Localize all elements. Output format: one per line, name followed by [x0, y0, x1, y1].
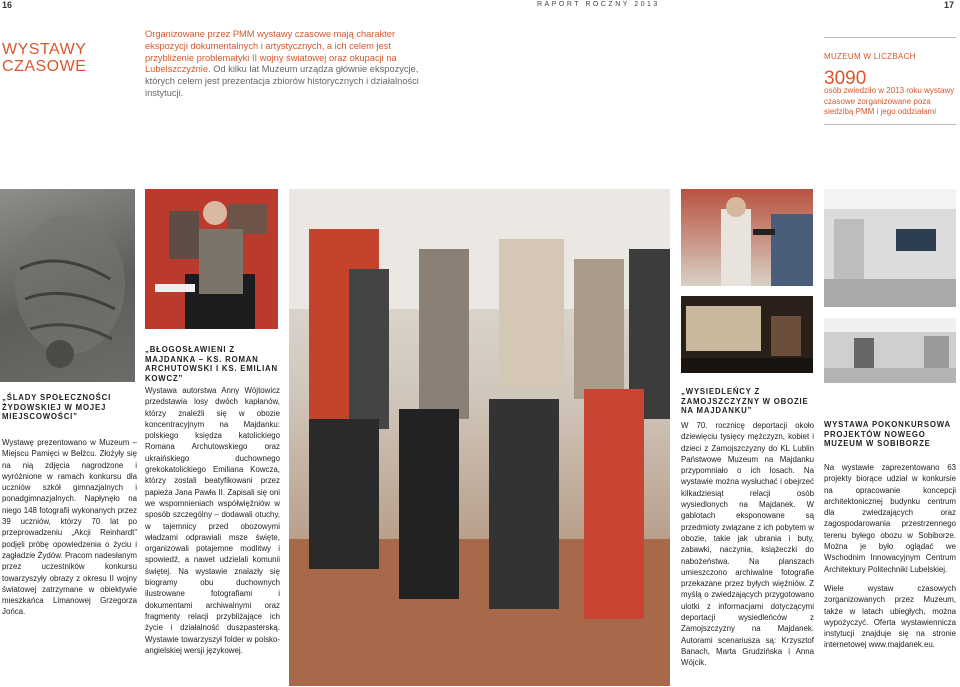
photo-gallery-interior-2: [824, 318, 956, 383]
intro-lead: Organizowane przez PMM wystawy czasowe mają charakter ekspozycji dokumentalnych i artystycznych, a ich celem jest przybliżenie problematyki II wojny światowej oraz okupacji na Lubelszczyźnie.: [145, 29, 397, 75]
gallery-scene-2: [824, 318, 956, 383]
wysiedlency-body: [681, 420, 814, 673]
pokonkursowa-title: WYSTAWA POKONKURSOWA PROJEKTÓW NOWEGO MUZEUM W SOBIBORZE: [824, 420, 951, 448]
stats-heading: MUZEUM W LICZBACH: [824, 52, 916, 61]
photo-gallery-interior-1: [824, 189, 956, 307]
speaker-scene: [145, 189, 278, 329]
photo-speaker-at-lectern: [145, 189, 278, 329]
blogoslawieni-body: [145, 385, 280, 660]
wysiedlency-title: „WYSIEDLEŃCY Z ZAMOJSZCZYZNY W OBOZIE NA MAJDANKU”: [681, 387, 809, 415]
exhibition-scene: [289, 189, 670, 686]
stats-number: 3090: [824, 68, 867, 89]
carved-stone-texture: [0, 189, 135, 382]
pokonkursowa-body: [824, 462, 956, 655]
projection-scene: [681, 296, 813, 373]
page-number-left: 16: [2, 0, 13, 10]
press-scene: [681, 189, 813, 286]
photo-exhibition-visitors: [289, 189, 670, 686]
blogoslawieni-title: „BŁOGOSŁAWIENI Z MAJDANKA – KS. ROMAN ARCHUTOWSKI I KS. EMILIAN KOWCZ”: [145, 345, 278, 383]
stats-text: osób zwiedziło w 2013 roku wystawy czasowe zorganizowane poza siedzibą PMM i jego oddziałami: [824, 86, 955, 116]
slady-title: „ŚLADY SPOŁECZNOŚCI ŻYDOWSKIEJ W MOJEJ MIEJSCOWOŚCI”: [2, 393, 112, 421]
slady-paragraph: Wystawę prezentowano w Muzeum – Miejscu Pamięci w Bełżcu. Złożyły się na nią zdjęcia nagrodzone i wyróżnione w ramach konkursu dla uczniów szkół gimnazjalnych i ponadgimnazjalnych. Napłynęło na niego 148 fotografii wykonanych przez 39 uczniów, którzy 70 lat po przeprowadzeniu „Akcji Reinhardt” podjęli próbę opowiedzenia o życiu i zagładzie Żydów. Pracom nadesłanym przez uczestników konkursu towarzyszyły obrazy z okresu II wojny światowej zatrzymane w obiektywie mieszkańca Limanowej Grzegorza Jońca.: [2, 438, 137, 617]
stats-bottom-rule: [824, 124, 956, 125]
slady-body: [2, 437, 137, 622]
gallery-scene-1: [824, 189, 956, 307]
section-title-line1: WYSTAWY: [2, 41, 87, 58]
report-title: RAPORT ROCZNY 2013: [537, 1, 660, 8]
stats-top-rule: [824, 37, 956, 38]
photo-press-interview: [681, 189, 813, 286]
section-title-line2: CZASOWE: [2, 58, 87, 75]
pokonkursowa-paragraph-2: Wiele wystaw czasowych zorganizowanych przez Muzeum, także w latach ubiegłych, można wypożyczyć. Oferta wystawiennicza instytucji znajduje się na stronie internetowej www.majdanek.eu.: [824, 583, 956, 650]
wysiedlency-paragraph: W 70. rocznicę deportacji około dziewięciu tysięcy mężczyzn, kobiet i dzieci z Zamojszczyzny do KL Lublin Państwowe Muzeum na Majdanku przypomniało o ich losach. Na wystawie można wysłuchać i obejrzeć kilkadziesiąt relacji osób wysiedlonych na Majdanek. W gablotach eksponowane są przedmioty związane z ich pobytem w obozie, takie jak ubrania i buty, zabawki, naczynia, książeczki do nabożeństwa. Na planszach umieszczono archiwalne fotografie przekazane przez byłych więźniów. Z myślą o zwiedzających przygotowano ulotki z informacjami dotyczącymi deportacji wysiedleńców z Zamojszczyzny na Majdanek. Autorami scenariusza są: Krzysztof Banach, Marta Grudzińska i Anna Wójcik.: [681, 421, 814, 668]
photo-slide-projection: [681, 296, 813, 373]
photo-carved-stone: [0, 189, 135, 382]
intro-rest: Od kilku lat Muzeum urządza głównie ekspozycje, których celem jest prezentacja zbiorów historycznych i działalności instytucji.: [145, 64, 419, 98]
pokonkursowa-paragraph-1: Na wystawie zaprezentowano 63 projekty biorące udział w konkursie na opracowanie koncepcji architektonicznej budynku centrum dla zwiedzających oraz zagospodarowania przestrzennego terenu byłego obozu w Sobiborze. Można je było oglądać we Wschodnim Innowacyjnym Centrum Architektury Politechniki Lubelskiej.: [824, 463, 956, 574]
section-title: [2, 41, 86, 75]
page-number-right: 17: [944, 0, 955, 10]
blogoslawieni-paragraph: Wystawa autorstwa Anny Wójtowicz przedstawia losy dwóch kapłanów, którzy znaleźli się w obozie koncentracyjnym na Majdanku: polskiego księdza katolickiego Romana Archutowskiego oraz ukraińskiego duchownego grekokatolickiego Emiliana Kowcza, którzy zostali beatyfikowani przez papieża Jana Pawła II. Zapisali się oni we wspomnieniach współwięźniów w sposób szczególny – dodawali otuchy, w tajemnicy przed obozowymi władzami odprawiali msze święte, organizowali potajemne modlitwy i spowiedź, a nawet udzielali komunii świętej. Na wystawie znalazły się biogramy obu duchownych ilustrowane fotografiami i dokumentami archiwalnymi oraz fragmenty relacji przybliżające ich życie i działalność duszpasterską. Wystawie towarzyszył folder w polsko-angielskiej wersji językowej.: [145, 386, 280, 655]
intro-text: [145, 29, 423, 100]
